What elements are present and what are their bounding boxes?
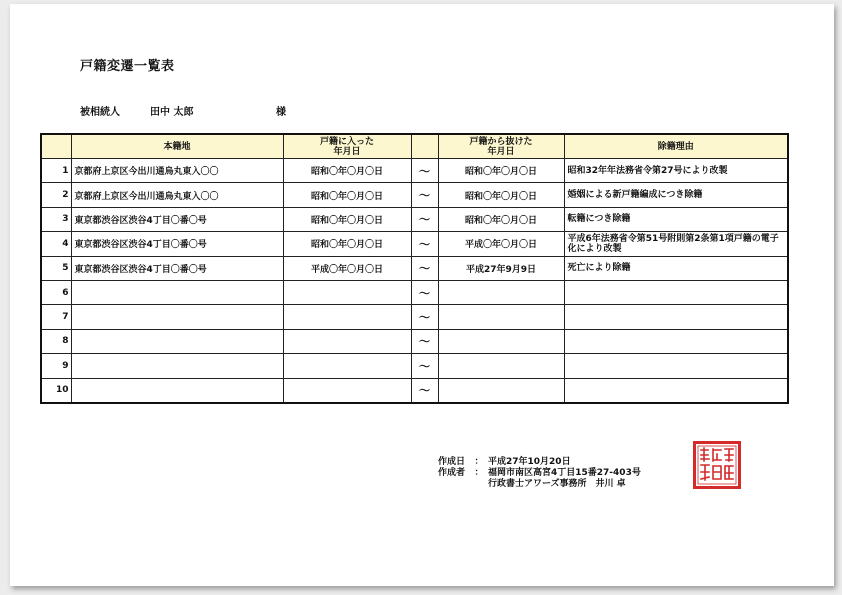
header-entered-line1: 戸籍に入った	[319, 136, 374, 147]
row-tilde: ～	[411, 256, 438, 280]
row-domicile: 京都府上京区今出川通烏丸東入〇〇	[71, 183, 283, 207]
row-tilde: ～	[411, 207, 438, 231]
row-left-date	[438, 280, 564, 304]
table-header-row	[41, 134, 788, 159]
header-left-date	[438, 134, 564, 159]
header-left-line2: 年月日	[487, 146, 515, 157]
domicile-history-table	[40, 133, 789, 404]
row-left-date: 昭和〇年〇月〇日	[438, 183, 564, 207]
row-reason	[564, 280, 788, 304]
row-entered-date	[283, 354, 411, 378]
row-left-date: 平成〇年〇月〇日	[438, 232, 564, 256]
author-colon: ：	[474, 468, 484, 478]
row-domicile: 東京都渋谷区渋谷4丁目〇番〇号	[71, 232, 283, 256]
document-title: 戸籍変遷一覧表	[80, 59, 175, 74]
row-domicile	[71, 378, 283, 403]
heir-name: 田中 太郎	[150, 107, 194, 118]
row-number: 5	[41, 256, 71, 280]
row-tilde: ～	[411, 329, 438, 353]
row-domicile	[71, 280, 283, 304]
row-left-date	[438, 354, 564, 378]
row-entered-date: 昭和〇年〇月〇日	[283, 207, 411, 231]
row-domicile: 京都府上京区今出川通烏丸東入〇〇	[71, 159, 283, 183]
row-reason: 婚姻による新戸籍編成につき除籍	[564, 183, 788, 207]
row-left-date: 昭和〇年〇月〇日	[438, 159, 564, 183]
row-left-date: 昭和〇年〇月〇日	[438, 207, 564, 231]
table-row	[41, 232, 788, 256]
row-entered-date: 平成〇年〇月〇日	[283, 256, 411, 280]
row-reason	[564, 329, 788, 353]
author-address: 福岡市南区高宮4丁目15番27-403号	[488, 468, 641, 478]
table-row	[41, 305, 788, 329]
row-reason: 転籍につき除籍	[564, 207, 788, 231]
header-reason: 除籍理由	[564, 134, 788, 159]
row-entered-date	[283, 329, 411, 353]
row-left-date	[438, 329, 564, 353]
row-tilde: ～	[411, 183, 438, 207]
created-date: 平成27年10月20日	[488, 457, 571, 467]
row-number: 6	[41, 280, 71, 304]
header-entered-line2: 年月日	[333, 146, 361, 157]
row-domicile: 東京都渋谷区渋谷4丁目〇番〇号	[71, 256, 283, 280]
row-number: 2	[41, 183, 71, 207]
table-row	[41, 329, 788, 353]
row-reason	[564, 354, 788, 378]
table-row	[41, 354, 788, 378]
row-number: 3	[41, 207, 71, 231]
row-entered-date: 昭和〇年〇月〇日	[283, 183, 411, 207]
row-reason: 平成6年法務省令第51号附則第2条第1項戸籍の電子化により改製	[564, 232, 788, 256]
row-left-date: 平成27年9月9日	[438, 256, 564, 280]
row-domicile	[71, 329, 283, 353]
row-entered-date	[283, 280, 411, 304]
header-tilde	[411, 134, 438, 159]
row-left-date	[438, 378, 564, 403]
author-label: 作成者	[438, 468, 466, 478]
row-reason: 死亡により除籍	[564, 256, 788, 280]
created-label: 作成日	[438, 457, 466, 467]
row-number: 10	[41, 378, 71, 403]
office-line	[438, 479, 641, 490]
row-left-date	[438, 305, 564, 329]
heir-line	[80, 103, 286, 118]
row-entered-date	[283, 378, 411, 403]
row-number: 4	[41, 232, 71, 256]
row-number: 1	[41, 159, 71, 183]
row-reason: 昭和32年年法務省令第27号により改製	[564, 159, 788, 183]
header-number	[41, 134, 71, 159]
table-row	[41, 159, 788, 183]
table-row	[41, 207, 788, 231]
row-reason	[564, 378, 788, 403]
table-row	[41, 280, 788, 304]
header-entered-date	[283, 134, 411, 159]
table-row	[41, 378, 788, 403]
header-domicile: 本籍地	[71, 134, 283, 159]
row-number: 9	[41, 354, 71, 378]
row-domicile: 東京都渋谷区渋谷4丁目〇番〇号	[71, 207, 283, 231]
heir-label: 被相続人	[80, 107, 120, 118]
row-domicile	[71, 354, 283, 378]
row-tilde: ～	[411, 232, 438, 256]
official-seal-icon	[693, 441, 741, 489]
row-entered-date: 昭和〇年〇月〇日	[283, 232, 411, 256]
row-tilde: ～	[411, 280, 438, 304]
header-left-line1: 戸籍から抜けた	[469, 136, 533, 147]
row-tilde: ～	[411, 354, 438, 378]
row-reason	[564, 305, 788, 329]
row-tilde: ～	[411, 159, 438, 183]
row-tilde: ～	[411, 378, 438, 403]
row-entered-date: 昭和〇年〇月〇日	[283, 159, 411, 183]
table-row	[41, 183, 788, 207]
heir-suffix: 様	[276, 107, 286, 118]
author-line	[438, 468, 641, 479]
row-tilde: ～	[411, 305, 438, 329]
table-row	[41, 256, 788, 280]
created-colon: ：	[474, 457, 484, 467]
row-number: 7	[41, 305, 71, 329]
row-domicile	[71, 305, 283, 329]
row-number: 8	[41, 329, 71, 353]
author-office: 行政書士アワーズ事務所 井川 卓	[488, 479, 626, 489]
row-entered-date	[283, 305, 411, 329]
created-date-line	[438, 457, 641, 468]
creation-info	[438, 457, 641, 490]
